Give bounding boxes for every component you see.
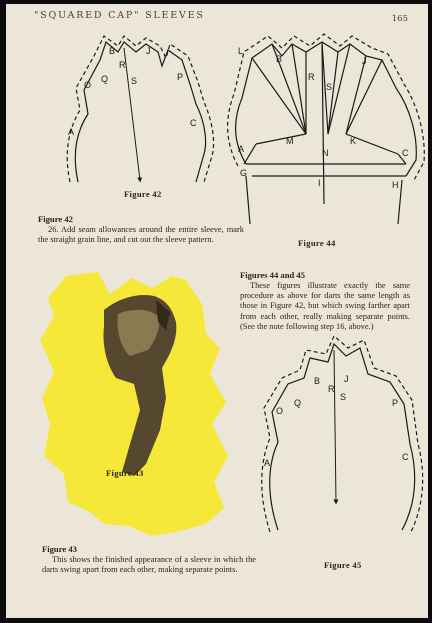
sec43-body: This shows the finished appearance of a sleeve in which the darts swing apart from each other, making separate points. [42, 555, 256, 575]
figure-42-caption: Figure 42 [124, 189, 162, 199]
svg-text:C: C [402, 148, 409, 158]
figure-43-illustration [40, 272, 228, 536]
svg-text:J: J [146, 46, 151, 56]
svg-text:B: B [276, 54, 283, 64]
figure-45-caption: Figure 45 [324, 560, 362, 570]
svg-text:Q: Q [294, 398, 302, 408]
sec4445-body: These figures illustrate exactly the same procedure as above for darts the same length as those in Figure 42, but which swing farther apart from each other, really making separate points. (See the note following step 16, above.) [240, 281, 410, 331]
svg-text:J: J [344, 374, 349, 384]
running-head: "SQUARED CAP" SLEEVES [34, 10, 205, 21]
svg-text:S: S [131, 76, 138, 86]
svg-text:N: N [322, 148, 329, 158]
svg-text:B: B [314, 376, 321, 386]
svg-text:P: P [392, 398, 399, 408]
svg-text:R: R [308, 72, 315, 82]
svg-text:H: H [392, 180, 399, 190]
svg-text:A: A [68, 127, 75, 137]
svg-text:A: A [238, 144, 245, 154]
page-number: 165 [391, 14, 408, 24]
sec42-body: 26. Add seam allowances around the entire sleeve, mark the straight grain line, and cut out the sleeve pattern. [38, 225, 244, 245]
svg-text:S: S [340, 392, 347, 402]
svg-text:G: G [240, 168, 248, 178]
figure-44-caption: Figure 44 [298, 238, 336, 248]
sec4445-heading: Figures 44 and 45 [240, 270, 306, 280]
svg-text:R: R [328, 384, 335, 394]
figure-42-labels [68, 46, 197, 137]
svg-text:P: P [177, 72, 184, 82]
svg-text:M: M [286, 136, 294, 146]
svg-text:L: L [238, 46, 244, 56]
svg-text:O: O [276, 406, 284, 416]
svg-text:O: O [84, 80, 92, 90]
svg-text:J: J [362, 56, 367, 66]
sec42-heading: Figure 42 [38, 214, 73, 224]
figure-45-pattern [262, 336, 423, 534]
figure-44-pattern [228, 34, 425, 224]
figure-43-caption: Figure 43 [106, 468, 144, 478]
figure-42-pattern [67, 36, 213, 182]
sec43-heading: Figure 43 [42, 544, 77, 554]
svg-text:K: K [350, 136, 357, 146]
svg-text:C: C [402, 452, 409, 462]
svg-text:S: S [326, 82, 333, 92]
svg-text:B: B [109, 46, 116, 56]
book-page [6, 4, 428, 618]
svg-text:A: A [264, 458, 271, 468]
svg-text:I: I [318, 178, 321, 188]
svg-text:R: R [119, 60, 126, 70]
svg-text:Q: Q [101, 74, 109, 84]
svg-text:C: C [190, 118, 197, 128]
